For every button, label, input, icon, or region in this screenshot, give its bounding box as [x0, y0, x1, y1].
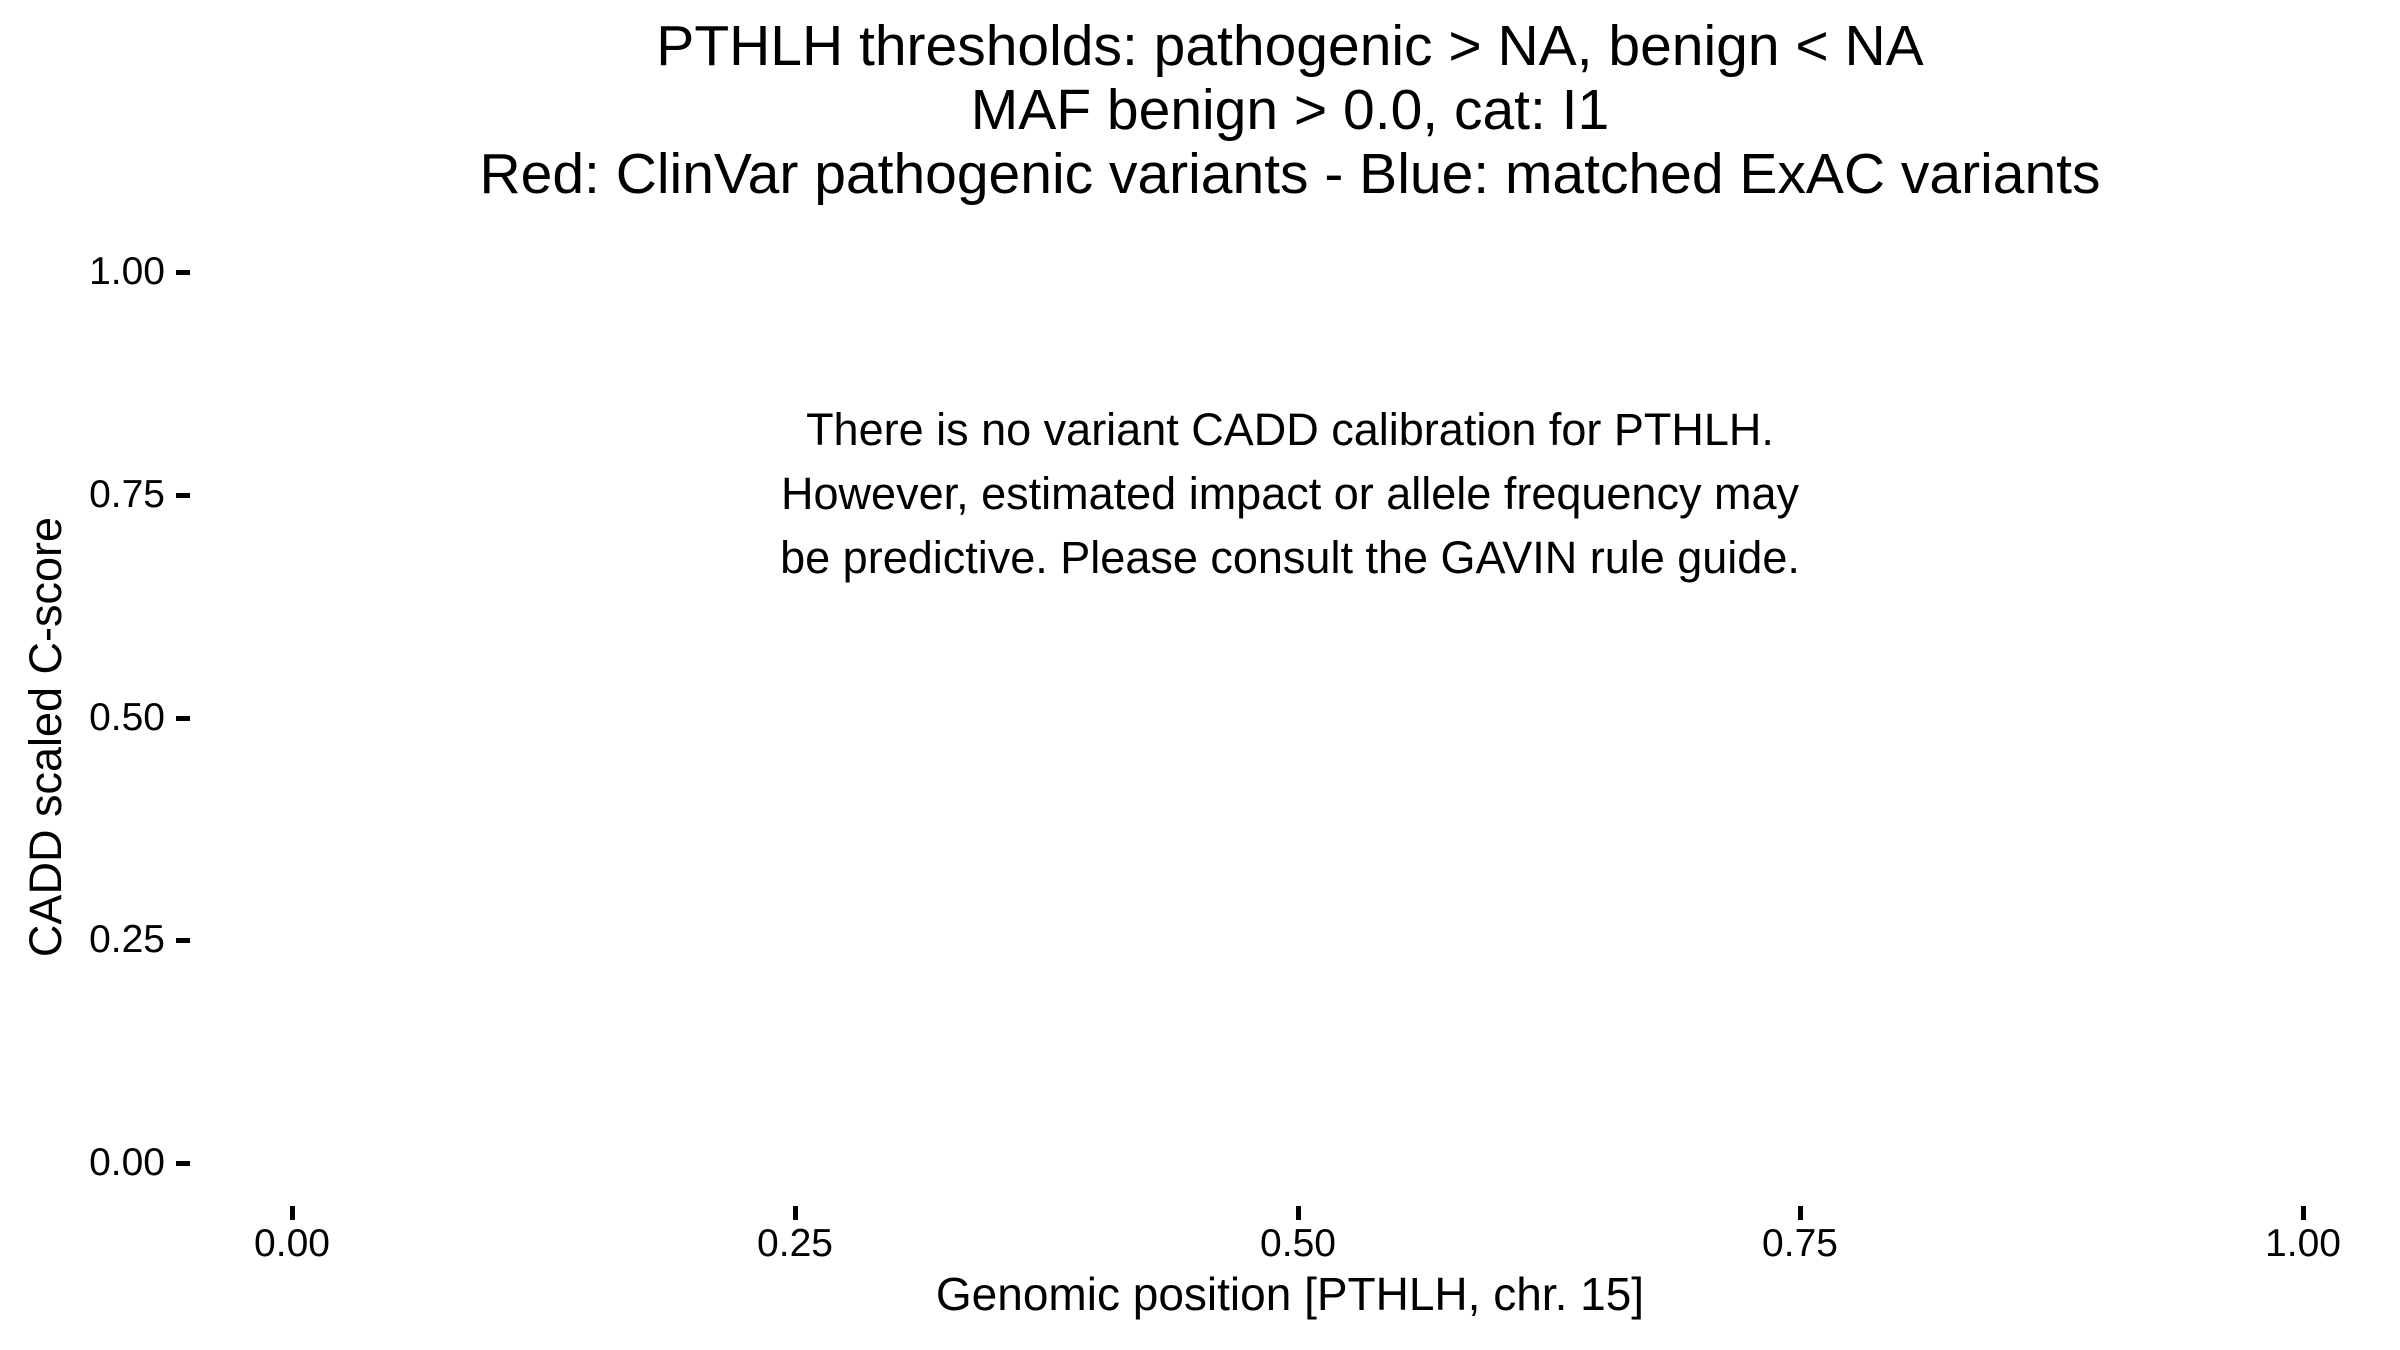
y-tick-label-0.00: 0.00 — [89, 1141, 165, 1184]
x-tick-mark-0.75 — [1798, 1206, 1803, 1220]
y-axis-title: CADD scaled C-score — [20, 516, 71, 958]
y-tick-label-0.50: 0.50 — [89, 696, 165, 739]
x-tick-label-0.25: 0.25 — [757, 1222, 833, 1265]
annotation-line-1: There is no variant CADD calibration for PTHLH. — [806, 404, 1774, 455]
x-tick-label-0.75: 0.75 — [1762, 1222, 1838, 1265]
annotation-text — [180, 398, 2400, 590]
y-tick-label-0.75: 0.75 — [89, 473, 165, 516]
y-tick-label-1.00: 1.00 — [89, 250, 165, 293]
annotation-line-3: be predictive. Please consult the GAVIN rule guide. — [780, 532, 1800, 583]
annotation-line-2: However, estimated impact or allele frequency may — [781, 468, 1799, 519]
y-tick-mark-0.50 — [176, 716, 190, 721]
y-tick-mark-0.00 — [176, 1161, 190, 1166]
chart-title-line-3: Red: ClinVar pathogenic variants - Blue: matched ExAC variants — [479, 142, 2101, 206]
y-tick-mark-1.00 — [176, 270, 190, 275]
y-tick-mark-0.25 — [176, 938, 190, 943]
x-tick-label-0.00: 0.00 — [254, 1222, 330, 1265]
chart-title — [180, 14, 2400, 206]
y-tick-mark-0.75 — [176, 493, 190, 498]
x-tick-mark-1.00 — [2301, 1206, 2306, 1220]
x-tick-label-1.00: 1.00 — [2265, 1222, 2341, 1265]
x-tick-mark-0.25 — [793, 1206, 798, 1220]
y-tick-label-0.25: 0.25 — [89, 918, 165, 961]
x-tick-mark-0.00 — [290, 1206, 295, 1220]
chart-title-line-2: MAF benign > 0.0, cat: I1 — [970, 78, 1610, 142]
x-tick-mark-0.50 — [1296, 1206, 1301, 1220]
x-tick-label-0.50: 0.50 — [1260, 1222, 1336, 1265]
x-axis-title: Genomic position [PTHLH, chr. 15] — [935, 1268, 1645, 1320]
chart-title-line-1: PTHLH thresholds: pathogenic > NA, benign < NA — [656, 14, 1924, 78]
